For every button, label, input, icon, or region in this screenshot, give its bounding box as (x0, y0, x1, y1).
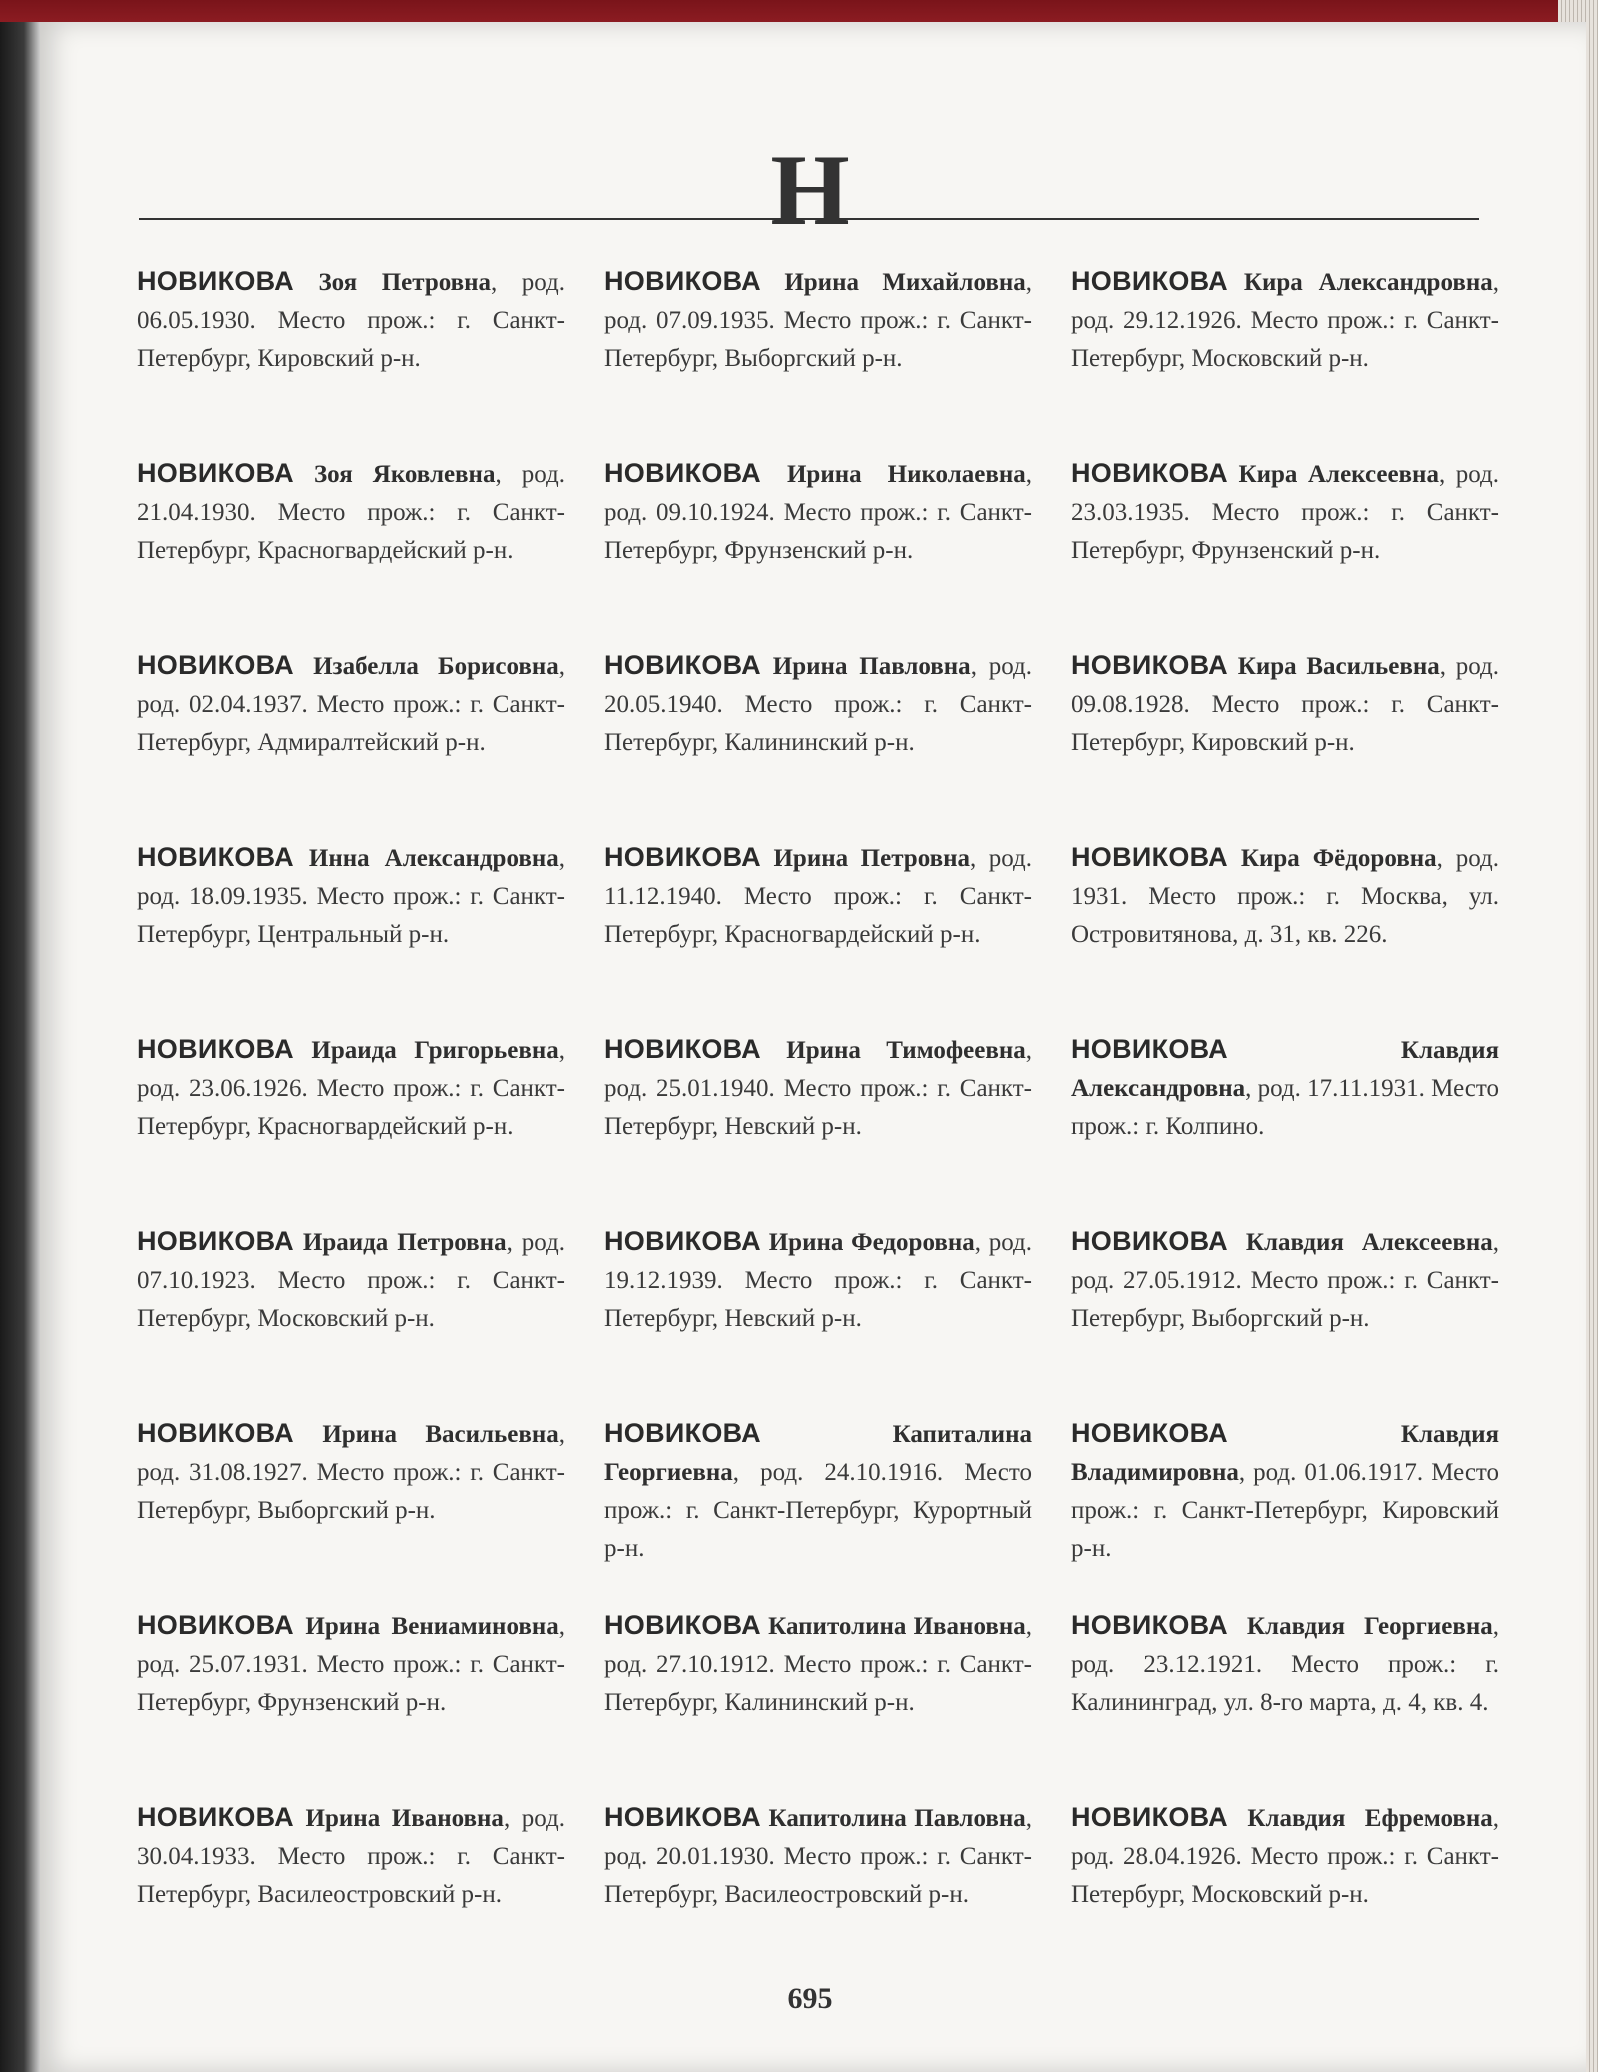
entry-details: род. 28.04.1926. Место прож.: г. Санкт-Петербург, Московский р-н. (1071, 1843, 1499, 1908)
entry: НОВИКОВА Ирина Васильевна, род. 31.08.1927. Место прож.: г. Санкт-Петербург, Выборгский р-н. (137, 1418, 565, 1524)
entry-details: род. 07.09.1935. Место прож.: г. Санкт-Петербург, Выборгский р-н. (604, 307, 1032, 372)
entry: НОВИКОВА Ирина Павловна, род. 20.05.1940. Место прож.: г. Санкт-Петербург, Калининский р-н. (604, 650, 1033, 756)
entry-surname: НОВИКОВА (1071, 1034, 1228, 1064)
entry-details: род. 07.10.1923. Место прож.: г. Санкт-Петербург, Московский р-н. (137, 1229, 566, 1332)
entry: НОВИКОВА Капитолина Ивановна, род. 27.10.1912. Место прож.: г. Санкт-Петербург, Калининский р-н. (604, 1610, 1032, 1716)
entry-given-name: Ираида Григорьевна (311, 1037, 559, 1064)
entry: НОВИКОВА Клавдия Георгиевна, род. 23.12.1921. Место прож.: г. Калининград, ул. 8-го марта, д. 4, кв. 4. (1071, 1610, 1500, 1716)
entry: НОВИКОВА Ирина Петровна, род. 11.12.1940. Место прож.: г. Санкт-Петербург, Красногвардейский р-н. (604, 842, 1033, 948)
entry-given-name: Клавдия Алексеевна (1245, 1229, 1493, 1256)
heading-rule (139, 218, 1479, 220)
entry-given-name: Кира Александровна (1243, 269, 1493, 296)
entry-given-name: Капитолина Ивановна (768, 1613, 1026, 1640)
entry-given-name: Кира Васильевна (1237, 653, 1440, 680)
entry-details: род. 24.10.1916. Место прож.: г. Санкт-Петербург, Курортный р-н. (604, 1459, 1033, 1562)
entry-given-name: Кира Алексеевна (1238, 461, 1439, 488)
entry-details: род. 27.05.1912. Место прож.: г. Санкт-Петербург, Выборгский р-н. (1071, 1267, 1499, 1332)
entry-details: род. 11.12.1940. Место прож.: г. Санкт-Петербург, Красногвардейский р-н. (604, 845, 1033, 948)
entry-details: род. 25.01.1940. Место прож.: г. Санкт-Петербург, Невский р-н. (604, 1075, 1032, 1140)
entry-given-name: Изабелла Борисовна (313, 653, 559, 680)
entry-surname: НОВИКОВА (604, 1034, 761, 1064)
entry: НОВИКОВА Клавдия Алексеевна, род. 27.05.1912. Место прож.: г. Санкт-Петербург, Выборгский р-н. (1071, 1226, 1499, 1332)
entry-surname: НОВИКОВА (137, 1418, 294, 1448)
entry-given-name: Зоя Петровна (318, 269, 492, 296)
column-1 (137, 262, 565, 1990)
entry-given-name: Ирина Петровна (773, 845, 970, 872)
entry-given-name: Капиталина Георгиевна (604, 1421, 1032, 1486)
column-3 (1071, 262, 1499, 1990)
entry: НОВИКОВА Ирина Николаевна, род. 09.10.1924. Место прож.: г. Санкт-Петербург, Фрунзенский р-н. (604, 458, 1033, 564)
entry: НОВИКОВА Зоя Яковлевна, род. 21.04.1930. Место прож.: г. Санкт-Петербург, Красногвардейский р-н. (137, 458, 565, 564)
entry-details: род. 31.08.1927. Место прож.: г. Санкт-Петербург, Выборгский р-н. (137, 1459, 565, 1524)
entry-given-name: Клавдия Ефремовна (1247, 1805, 1493, 1832)
entry-surname: НОВИКОВА (604, 1226, 761, 1256)
entry-given-name: Ирина Ивановна (305, 1805, 504, 1832)
entry-surname: НОВИКОВА (137, 1802, 294, 1832)
entry: НОВИКОВА Кира Васильевна, род. 09.08.1928. Место прож.: г. Санкт-Петербург, Кировский р-н. (1071, 650, 1500, 756)
entry-given-name: Ирина Николаевна (786, 461, 1026, 488)
entry-surname: НОВИКОВА (604, 458, 761, 488)
entry: НОВИКОВА Ирина Ивановна, род. 30.04.1933. Место прож.: г. Санкт-Петербург, Василеостровский р-н. (137, 1802, 566, 1908)
entry-surname: НОВИКОВА (604, 1802, 761, 1832)
entry-details: род. 30.04.1933. Место прож.: г. Санкт-Петербург, Василеостровский р-н. (137, 1805, 566, 1908)
entry-surname: НОВИКОВА (137, 458, 294, 488)
entry: НОВИКОВА Капитолина Павловна, род. 20.01.1930. Место прож.: г. Санкт-Петербург, Василеостровский р-н. (604, 1802, 1032, 1908)
entry: НОВИКОВА Капиталина Георгиевна, род. 24.10.1916. Место прож.: г. Санкт-Петербург, Курортный р-н. (604, 1418, 1033, 1562)
entry: НОВИКОВА Ираида Григорьевна, род. 23.06.1926. Место прож.: г. Санкт-Петербург, Красногвардейский р-н. (137, 1034, 565, 1140)
entry-details: род. 23.06.1926. Место прож.: г. Санкт-Петербург, Красногвардейский р-н. (137, 1075, 565, 1140)
entry-details: род. 21.04.1930. Место прож.: г. Санкт-Петербург, Красногвардейский р-н. (137, 461, 565, 564)
entry-surname: НОВИКОВА (1071, 842, 1228, 872)
entry-details: род. 23.12.1921. Место прож.: г. Калининград, ул. 8-го марта, д. 4, кв. 4. (1071, 1651, 1499, 1716)
entry-given-name: Капитолина Павловна (768, 1805, 1026, 1832)
entry-surname: НОВИКОВА (1071, 1418, 1228, 1448)
entry-details: род. 09.10.1924. Место прож.: г. Санкт-Петербург, Фрунзенский р-н. (604, 499, 1032, 564)
entry-given-name: Ирина Федоровна (768, 1229, 975, 1256)
entry-surname: НОВИКОВА (604, 266, 761, 296)
entry-given-name: Ираида Петровна (302, 1229, 507, 1256)
entry-surname: НОВИКОВА (137, 1610, 294, 1640)
entry-given-name: Ирина Васильевна (322, 1421, 559, 1448)
entry-details: род. 06.05.1930. Место прож.: г. Санкт-Петербург, Кировский р-н. (137, 269, 566, 372)
entry: НОВИКОВА Ирина Вениаминовна, род. 25.07.1931. Место прож.: г. Санкт-Петербург, Фрунзенский р-н. (137, 1610, 565, 1716)
entry-details: род. 02.04.1937. Место прож.: г. Санкт-Петербург, Адмиралтейский р-н. (137, 691, 565, 756)
entry-surname: НОВИКОВА (604, 842, 761, 872)
book-spine (0, 22, 40, 2072)
entry-given-name: Кира Фёдоровна (1240, 845, 1437, 872)
entry-surname: НОВИКОВА (1071, 1802, 1228, 1832)
letter-heading: Н (770, 134, 850, 247)
entry-details: род. 19.12.1939. Место прож.: г. Санкт-Петербург, Невский р-н. (604, 1229, 1033, 1332)
entry-surname: НОВИКОВА (1071, 1610, 1228, 1640)
entry-given-name: Клавдия Георгиевна (1246, 1613, 1493, 1640)
entry-surname: НОВИКОВА (137, 1034, 294, 1064)
entry: НОВИКОВА Клавдия Ефремовна, род. 28.04.1926. Место прож.: г. Санкт-Петербург, Московский р-н. (1071, 1802, 1500, 1908)
entry-details: род. 18.09.1935. Место прож.: г. Санкт-Петербург, Центральный р-н. (137, 883, 565, 948)
entry-given-name: Ирина Вениаминовна (305, 1613, 559, 1640)
entry: НОВИКОВА Клавдия Александровна, род. 17.11.1931. Место прож.: г. Колпино. (1071, 1034, 1499, 1140)
entry-details: род. 1931. Место прож.: г. Москва, ул. Островитянова, д. 31, кв. 226. (1071, 845, 1500, 948)
entry-details: род. 20.01.1930. Место прож.: г. Санкт-Петербург, Василеостровский р-н. (604, 1843, 1032, 1908)
entry-given-name: Клавдия Владимировна (1071, 1421, 1499, 1486)
entry-surname: НОВИКОВА (1071, 1226, 1228, 1256)
page-number: 695 (787, 1982, 833, 2015)
entry-given-name: Ирина Павловна (772, 653, 971, 680)
entry-given-name: Ирина Тимофеевна (786, 1037, 1026, 1064)
entry-details: род. 17.11.1931. Место прож.: г. Колпино. (1071, 1075, 1499, 1140)
entry-surname: НОВИКОВА (604, 1610, 761, 1640)
entry: НОВИКОВА Ирина Тимофеевна, род. 25.01.1940. Место прож.: г. Санкт-Петербург, Невский р-н. (604, 1034, 1032, 1140)
entry: НОВИКОВА Ирина Федоровна, род. 19.12.1939. Место прож.: г. Санкт-Петербург, Невский р-н. (604, 1226, 1033, 1332)
entry: НОВИКОВА Ираида Петровна, род. 07.10.1923. Место прож.: г. Санкт-Петербург, Московский р-н. (137, 1226, 566, 1332)
entry-surname: НОВИКОВА (1071, 458, 1228, 488)
entry-given-name: Зоя Яковлевна (313, 461, 496, 488)
entry: НОВИКОВА Инна Александровна, род. 18.09.1935. Место прож.: г. Санкт-Петербург, Центральный р-н. (137, 842, 565, 948)
entry: НОВИКОВА Кира Алексеевна, род. 23.03.1935. Место прож.: г. Санкт-Петербург, Фрунзенский р-н. (1071, 458, 1499, 564)
entry-surname: НОВИКОВА (137, 842, 294, 872)
entry: НОВИКОВА Зоя Петровна, род. 06.05.1930. Место прож.: г. Санкт-Петербург, Кировский р-н. (137, 266, 566, 372)
entry-given-name: Инна Александровна (308, 845, 559, 872)
entry-surname: НОВИКОВА (1071, 266, 1228, 296)
entry-details: род. 01.06.1917. Место прож.: г. Санкт-Петербург, Кировский р-н. (1071, 1459, 1500, 1562)
entry: НОВИКОВА Кира Фёдоровна, род. 1931. Место прож.: г. Москва, ул. Островитянова, д. 31, кв. 226. (1071, 842, 1500, 948)
entry-surname: НОВИКОВА (1071, 650, 1228, 680)
entry: НОВИКОВА Клавдия Владимировна, род. 01.06.1917. Место прож.: г. Санкт-Петербург, Кировский р-н. (1071, 1418, 1500, 1562)
entry-given-name: Ирина Михайловна (784, 269, 1026, 296)
entry-given-name: Клавдия Александровна (1071, 1037, 1499, 1102)
entry-surname: НОВИКОВА (137, 650, 294, 680)
entry-surname: НОВИКОВА (604, 650, 761, 680)
entry-details: род. 23.03.1935. Место прож.: г. Санкт-Петербург, Фрунзенский р-н. (1071, 461, 1499, 564)
entry-details: род. 20.05.1940. Место прож.: г. Санкт-Петербург, Калининский р-н. (604, 653, 1033, 756)
book-page (34, 22, 1586, 2072)
entry-details: род. 29.12.1926. Место прож.: г. Санкт-Петербург, Московский р-н. (1071, 307, 1499, 372)
entry-details: род. 09.08.1928. Место прож.: г. Санкт-Петербург, Кировский р-н. (1071, 653, 1500, 756)
entry-details: род. 27.10.1912. Место прож.: г. Санкт-Петербург, Калининский р-н. (604, 1651, 1032, 1716)
entry-surname: НОВИКОВА (604, 1418, 761, 1448)
entry: НОВИКОВА Ирина Михайловна, род. 07.09.1935. Место прож.: г. Санкт-Петербург, Выборгский р-н. (604, 266, 1032, 372)
column-2 (604, 262, 1032, 1990)
entry-surname: НОВИКОВА (137, 1226, 294, 1256)
entry-surname: НОВИКОВА (137, 266, 294, 296)
entry: НОВИКОВА Кира Александровна, род. 29.12.1926. Место прож.: г. Санкт-Петербург, Московский р-н. (1071, 266, 1499, 372)
entry: НОВИКОВА Изабелла Борисовна, род. 02.04.1937. Место прож.: г. Санкт-Петербург, Адмиралтейский р-н. (137, 650, 566, 756)
entry-details: род. 25.07.1931. Место прож.: г. Санкт-Петербург, Фрунзенский р-н. (137, 1651, 565, 1716)
